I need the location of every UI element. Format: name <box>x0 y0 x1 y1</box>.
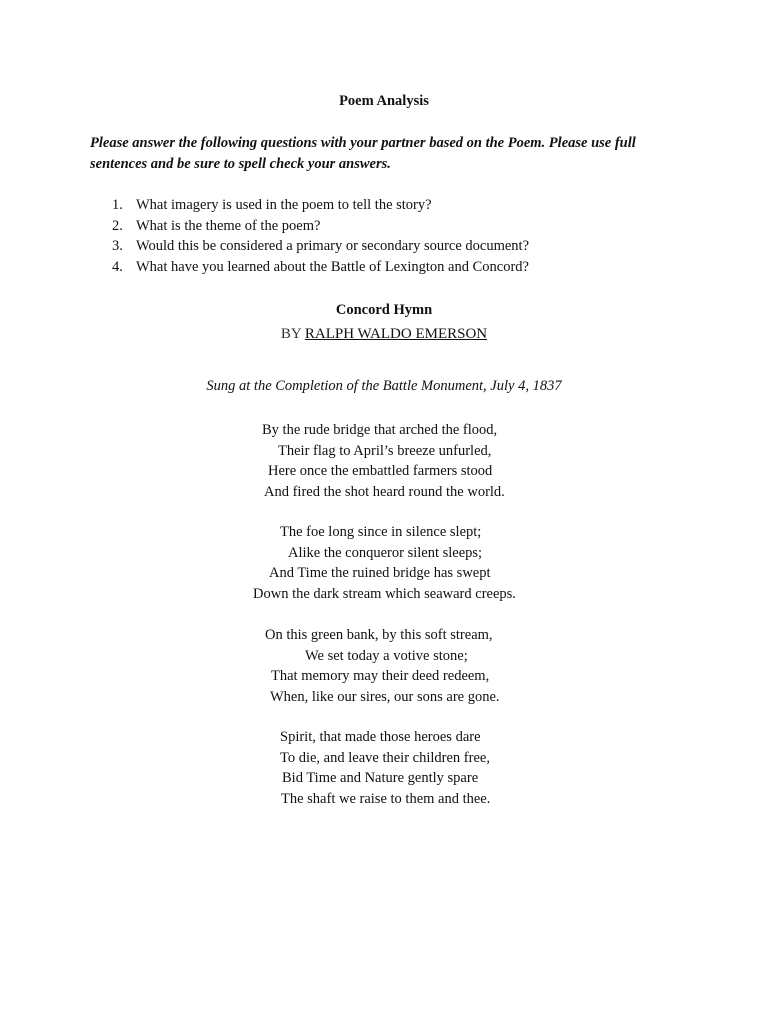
poem-line: And fired the shot heard round the world. <box>264 483 505 500</box>
poem-line: On this green bank, by this soft stream, <box>265 627 493 643</box>
poem-line: Spirit, that made those heroes dare <box>280 729 481 745</box>
poem-stanza <box>0 727 768 809</box>
question-text: Would this be considered a primary or secondary source document? <box>136 238 530 254</box>
instructions-text: Please answer the following questions with your partner based on the Poem. Please use full sentences and be sure to spell check your answers. <box>90 135 636 172</box>
page-title: Poem Analysis <box>339 93 429 109</box>
question-text: What is the theme of the poem? <box>136 217 321 234</box>
poem-line: Down the dark stream which seaward creeps. <box>253 585 516 602</box>
question-text: What imagery is used in the poem to tell the story? <box>136 197 432 213</box>
question-list <box>112 195 529 277</box>
byline-prefix: BY <box>280 326 305 342</box>
poem-subtitle: Sung at the Completion of the Battle Monument, July 4, 1837 <box>206 378 562 394</box>
question-number: 3. <box>112 238 123 254</box>
poem-line: When, like our sires, our sons are gone. <box>270 688 500 705</box>
question-number: 1. <box>112 197 123 213</box>
list-item <box>112 257 529 278</box>
poem-line: And Time the ruined bridge has swept <box>269 565 491 581</box>
poem-line: To die, and leave their children free, <box>280 749 490 766</box>
question-number: 2. <box>112 217 123 234</box>
poem-stanza <box>0 420 768 502</box>
poem-stanza <box>0 522 768 604</box>
list-item <box>112 216 529 237</box>
poem-line: Alike the conqueror silent sleeps; <box>288 544 483 561</box>
list-item <box>112 195 529 216</box>
poem-byline <box>0 326 768 343</box>
author-link[interactable]: RALPH WALDO EMERSON <box>304 326 488 342</box>
question-text: What have you learned about the Battle of Lexington and Concord? <box>136 258 529 275</box>
poem-line: The foe long since in silence slept; <box>280 524 482 540</box>
poem-line: That memory may their deed redeem, <box>271 668 490 684</box>
poem-line: We set today a votive stone; <box>305 647 468 664</box>
list-item <box>112 236 529 257</box>
poem-line: Bid Time and Nature gently spare <box>282 770 479 786</box>
poem-line: Here once the embattled farmers stood <box>268 463 493 479</box>
poem-title: Concord Hymn <box>335 302 433 318</box>
poem-line: Their flag to April’s breeze unfurled, <box>278 442 492 459</box>
question-number: 4. <box>112 258 123 275</box>
poem-line: The shaft we raise to them and thee. <box>281 790 491 807</box>
poem-line: By the rude bridge that arched the flood, <box>262 422 498 438</box>
poem-stanza <box>0 625 768 707</box>
